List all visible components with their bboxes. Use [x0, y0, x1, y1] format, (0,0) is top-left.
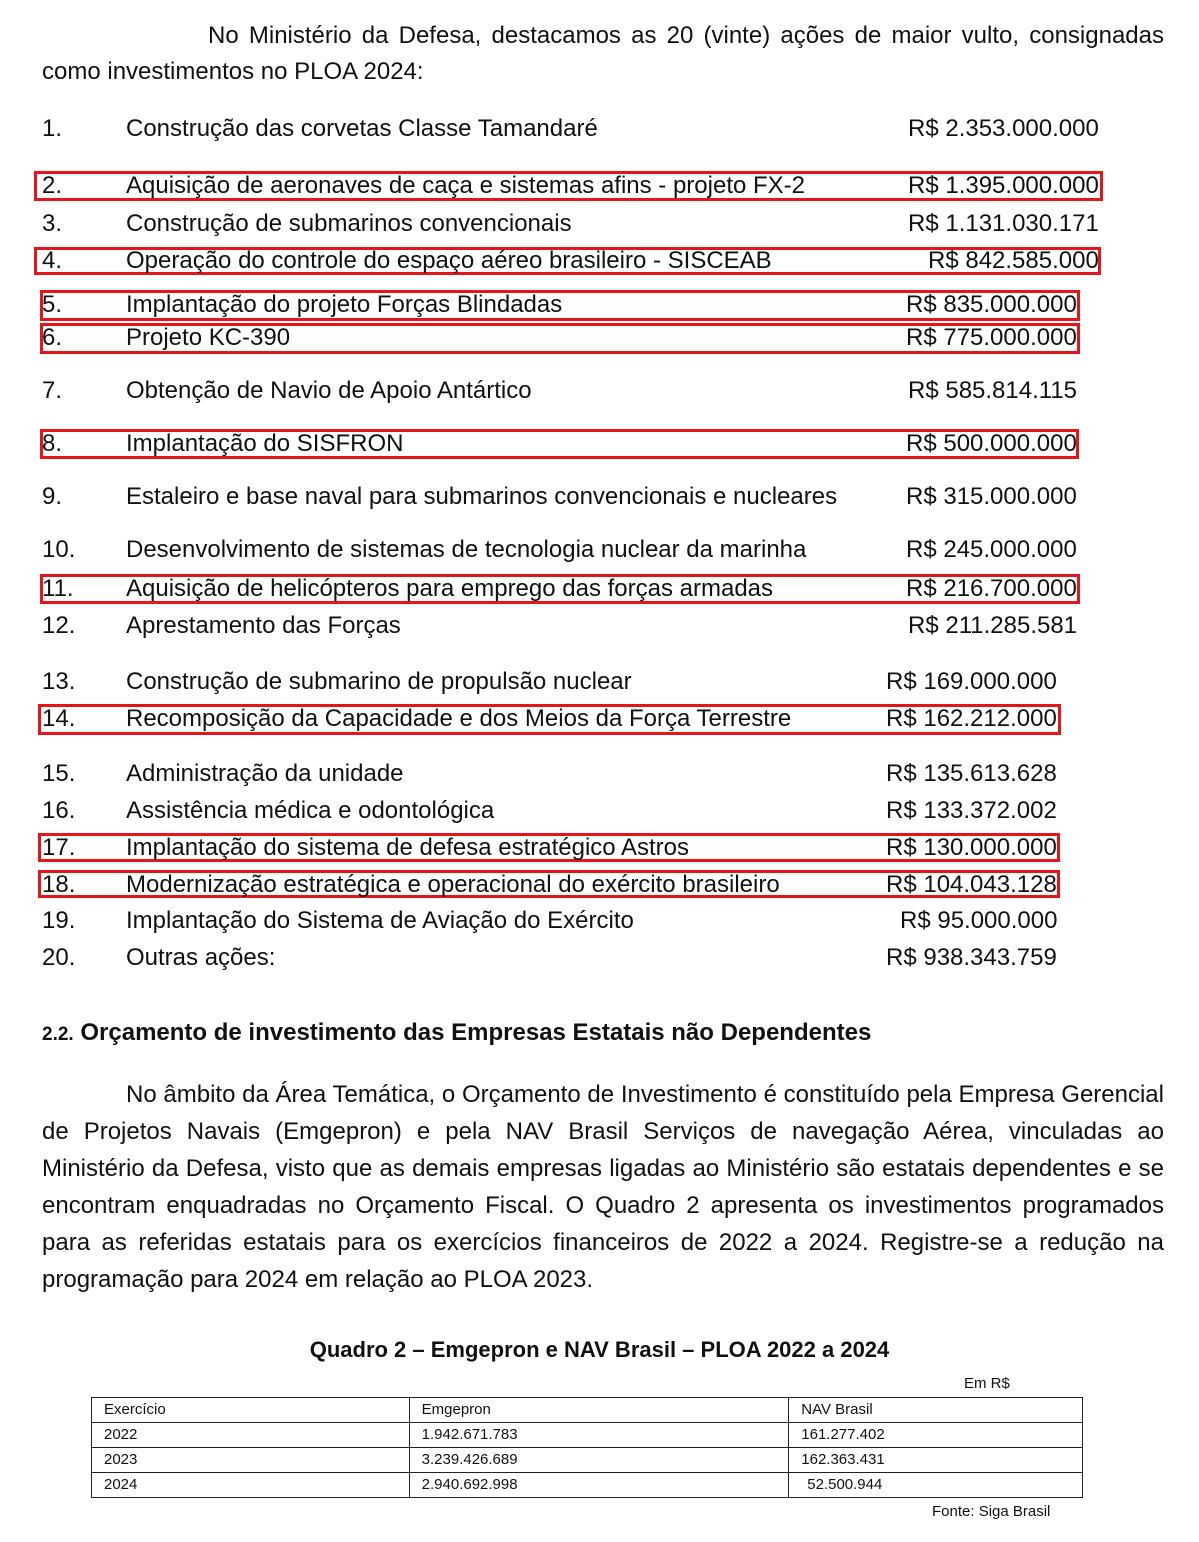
table-header-cell: Emgepron [409, 1398, 789, 1423]
section-title: Orçamento de investimento das Empresas Estatais não Dependentes [80, 1019, 872, 1046]
table-title: Quadro 2 – Emgepron e NAV Brasil – PLOA 2022 a 2024 [309, 1337, 890, 1362]
section-paragraph-text: No âmbito da Área Temática, o Orçamento de Investimento é constituído pela Empresa Gerencial de Projetos Navais (Emgepron) e pela NAV Brasil Serviços de navegação Aérea, vinculadas ao Ministério da Defesa, visto que as demais empresas ligadas ao Ministério são estatais dependentes e se encontram enquadradas no Orçamento Fiscal. O Quadro 2 apresenta os investimentos programados para as referidas estatais para os exercícios financeiros de 2022 a 2024. Registre-se a redução na programação para 2024 em relação ao PLOA 2023. [42, 1081, 1164, 1293]
investment-table [91, 1397, 1083, 1498]
table-cell: 1.942.671.783 [409, 1423, 789, 1448]
table-row [92, 1423, 1083, 1448]
table-cell: 2023 [92, 1448, 410, 1473]
table-cell: 52.500.944 [789, 1473, 1083, 1498]
table-cell: 3.239.426.689 [409, 1448, 789, 1473]
table-row [92, 1448, 1083, 1473]
table-header-cell: NAV Brasil [789, 1398, 1083, 1423]
table-cell: 162.363.431 [789, 1448, 1083, 1473]
section-heading [42, 1015, 871, 1053]
intro-text: No Ministério da Defesa, destacamos as 20 (vinte) ações de maior vulto, consignadas como investimentos no PLOA 2024: [42, 22, 1164, 85]
table-row [92, 1473, 1083, 1498]
table-unit: Em R$ [964, 1375, 1010, 1392]
table-cell: 2024 [92, 1473, 410, 1498]
table-source: Fonte: Siga Brasil [932, 1503, 1051, 1520]
table-header-cell: Exercício [92, 1398, 410, 1423]
table-cell: 161.277.402 [789, 1423, 1083, 1448]
section-number: 2.2. [42, 1024, 74, 1045]
table-cell: 2.940.692.998 [409, 1473, 789, 1498]
table-header-row [92, 1398, 1083, 1423]
table-cell: 2022 [92, 1423, 410, 1448]
intro-paragraph [42, 18, 1164, 90]
section-paragraph [42, 1076, 1164, 1298]
